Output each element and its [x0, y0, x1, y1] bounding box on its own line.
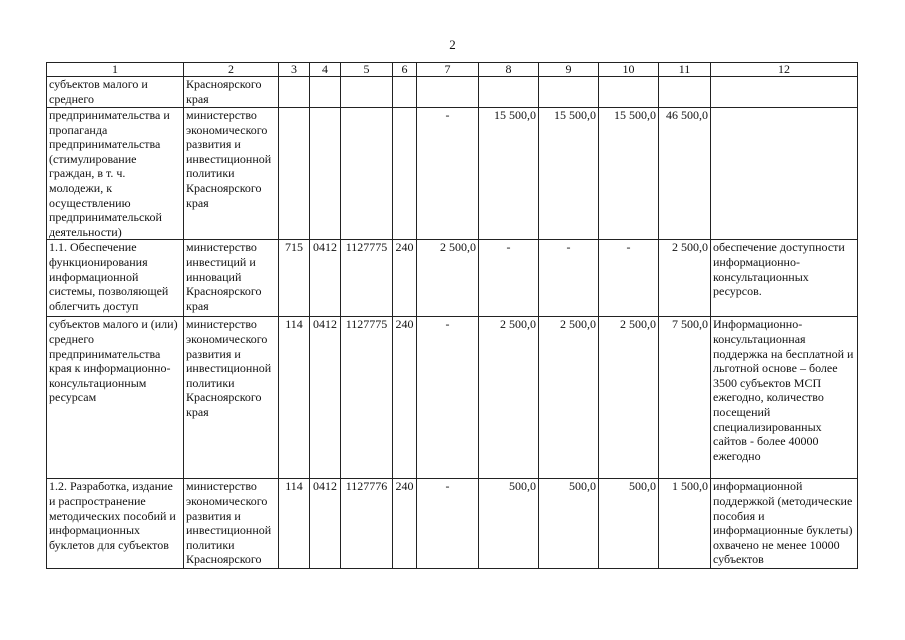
- amount-cell: [659, 77, 711, 108]
- expense-type-cell: [393, 108, 417, 240]
- executor-cell: министерство экономического развития и инвестиционной политики Красноярского: [184, 479, 279, 569]
- table-row: [47, 77, 858, 108]
- target-article-cell: 1127775: [341, 240, 393, 317]
- executor-cell: министерство инвестиций и инноваций Красноярского края: [184, 240, 279, 317]
- result-cell: Информационно-консультационная поддержка на бесплатной и льготной основе – более 3500 субъектов МСП ежегодно, количество посещений специализированных сайтов - более 40000 ежегодно: [711, 317, 858, 479]
- column-header: 6: [393, 63, 417, 77]
- column-header: 9: [539, 63, 599, 77]
- activity-name-cell: субъектов малого и среднего: [47, 77, 184, 108]
- gov-code-cell: 715: [279, 240, 310, 317]
- expense-type-cell: 240: [393, 240, 417, 317]
- column-header: 8: [479, 63, 539, 77]
- column-header: 7: [417, 63, 479, 77]
- table-row: [47, 240, 858, 317]
- column-header: 1: [47, 63, 184, 77]
- amount-cell: [417, 77, 479, 108]
- column-header: 2: [184, 63, 279, 77]
- executor-cell: Красноярского края: [184, 77, 279, 108]
- result-cell: [711, 108, 858, 240]
- header-row: [47, 63, 858, 77]
- amount-cell: 7 500,0: [659, 317, 711, 479]
- table-row: [47, 479, 858, 569]
- program-table: [46, 62, 858, 569]
- amount-cell: 500,0: [479, 479, 539, 569]
- gov-code-cell: 114: [279, 317, 310, 479]
- column-header: 5: [341, 63, 393, 77]
- amount-cell: [479, 77, 539, 108]
- gov-code-cell: 114: [279, 479, 310, 569]
- section-code-cell: 0412: [310, 479, 341, 569]
- target-article-cell: 1127775: [341, 317, 393, 479]
- column-header: 4: [310, 63, 341, 77]
- gov-code-cell: [279, 77, 310, 108]
- amount-cell: -: [479, 240, 539, 317]
- activity-name-cell: 1.1. Обеспечение функционирования информационной системы, позволяющей облегчить доступ: [47, 240, 184, 317]
- amount-cell: 2 500,0: [417, 240, 479, 317]
- section-code-cell: [310, 108, 341, 240]
- amount-cell: 46 500,0: [659, 108, 711, 240]
- section-code-cell: [310, 77, 341, 108]
- target-article-cell: [341, 77, 393, 108]
- amount-cell: -: [599, 240, 659, 317]
- activity-name-cell: предпринимательства и пропаганда предпринимательства (стимулирование граждан, в т. ч. молодежи, к осуществлению предпринимательской деятельности): [47, 108, 184, 240]
- table-row: [47, 108, 858, 240]
- amount-cell: -: [539, 240, 599, 317]
- column-header: 10: [599, 63, 659, 77]
- gov-code-cell: [279, 108, 310, 240]
- amount-cell: 2 500,0: [659, 240, 711, 317]
- amount-cell: 2 500,0: [539, 317, 599, 479]
- amount-cell: 15 500,0: [479, 108, 539, 240]
- amount-cell: -: [417, 108, 479, 240]
- amount-cell: 2 500,0: [479, 317, 539, 479]
- expense-type-cell: 240: [393, 317, 417, 479]
- table-row: [47, 317, 858, 479]
- section-code-cell: 0412: [310, 317, 341, 479]
- executor-cell: министерство экономического развития и инвестиционной политики Красноярского края: [184, 317, 279, 479]
- amount-cell: 1 500,0: [659, 479, 711, 569]
- result-cell: [711, 77, 858, 108]
- amount-cell: [539, 77, 599, 108]
- amount-cell: -: [417, 317, 479, 479]
- amount-cell: [599, 77, 659, 108]
- target-article-cell: [341, 108, 393, 240]
- column-header: 12: [711, 63, 858, 77]
- amount-cell: 500,0: [539, 479, 599, 569]
- amount-cell: 2 500,0: [599, 317, 659, 479]
- target-article-cell: 1127776: [341, 479, 393, 569]
- amount-cell: 500,0: [599, 479, 659, 569]
- amount-cell: 15 500,0: [599, 108, 659, 240]
- expense-type-cell: 240: [393, 479, 417, 569]
- expense-type-cell: [393, 77, 417, 108]
- activity-name-cell: 1.2. Разработка, издание и распространение методических пособий и информационных буклетов для субъектов: [47, 479, 184, 569]
- result-cell: информационной поддержкой (методические пособия и информационные буклеты) охвачено не менее 10000 субъектов: [711, 479, 858, 569]
- executor-cell: министерство экономического развития и инвестиционной политики Красноярского края: [184, 108, 279, 240]
- column-header: 11: [659, 63, 711, 77]
- section-code-cell: 0412: [310, 240, 341, 317]
- result-cell: обеспечение доступности информационно-консультационных ресурсов.: [711, 240, 858, 317]
- amount-cell: 15 500,0: [539, 108, 599, 240]
- page-number: 2: [449, 37, 456, 52]
- column-header: 3: [279, 63, 310, 77]
- activity-name-cell: субъектов малого и (или) среднего предпринимательства края к информационно-консультационным ресурсам: [47, 317, 184, 479]
- amount-cell: -: [417, 479, 479, 569]
